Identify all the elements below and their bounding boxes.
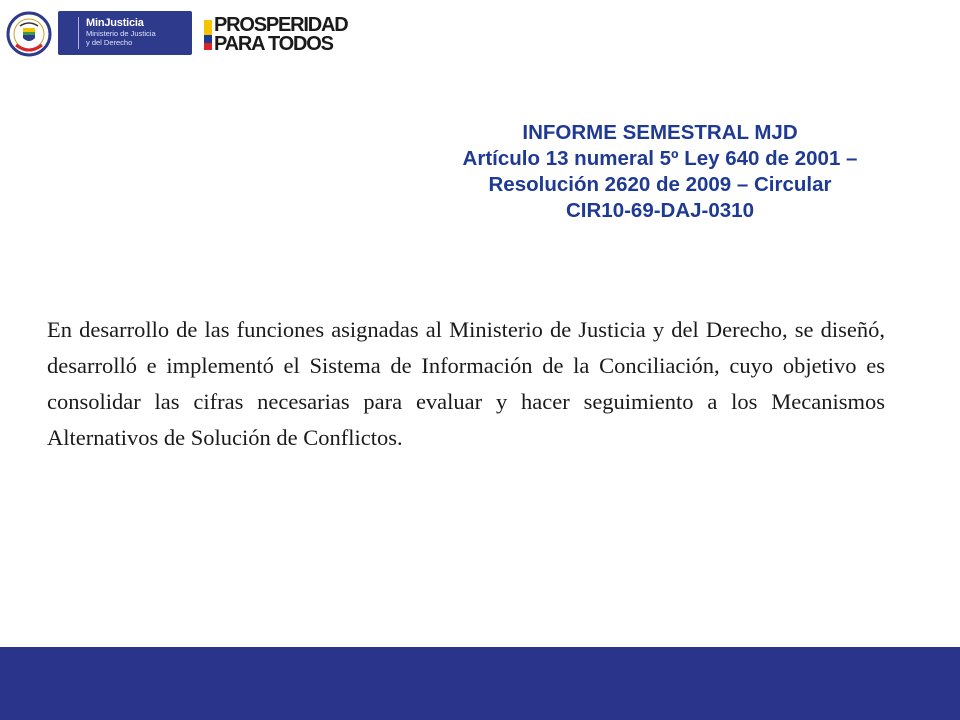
title-line-2: Artículo 13 numeral 5º Ley 640 de 2001 – [462, 147, 858, 170]
body-paragraph: En desarrollo de las funciones asignadas al Ministerio de Justicia y del Derecho, se diseñó, desarrolló e implementó el Sistema de Información de la Conciliación, cuyo objetivo es consolidar las cifras necesarias para evaluar y hacer seguimiento a los Mecanismos Alternativos de Solución de Conflictos. [47, 317, 885, 450]
slogan-line-1: PROSPERIDAD [214, 14, 348, 36]
colombia-seal-icon [6, 11, 52, 57]
prosperidad-logo [200, 13, 360, 57]
footer-band [0, 647, 960, 720]
colombia-flag-icon [204, 20, 212, 50]
ministry-subtitle-2: y del Derecho [86, 38, 133, 47]
logo-divider [78, 17, 79, 49]
report-title [380, 120, 940, 224]
ministry-subtitle-1: Ministerio de Justicia [86, 29, 156, 38]
title-line-1: INFORME SEMESTRAL MJD [522, 121, 798, 144]
header-logos [6, 8, 348, 60]
title-line-4: CIR10-69-DAJ-0310 [565, 199, 754, 222]
ministry-name: MinJusticia [86, 17, 144, 29]
slogan-line-2: PARA TODOS [214, 33, 333, 55]
slogan [214, 16, 348, 54]
title-line-3: Resolución 2620 de 2009 – Circular [488, 173, 832, 196]
minjusticia-logo [58, 11, 192, 55]
